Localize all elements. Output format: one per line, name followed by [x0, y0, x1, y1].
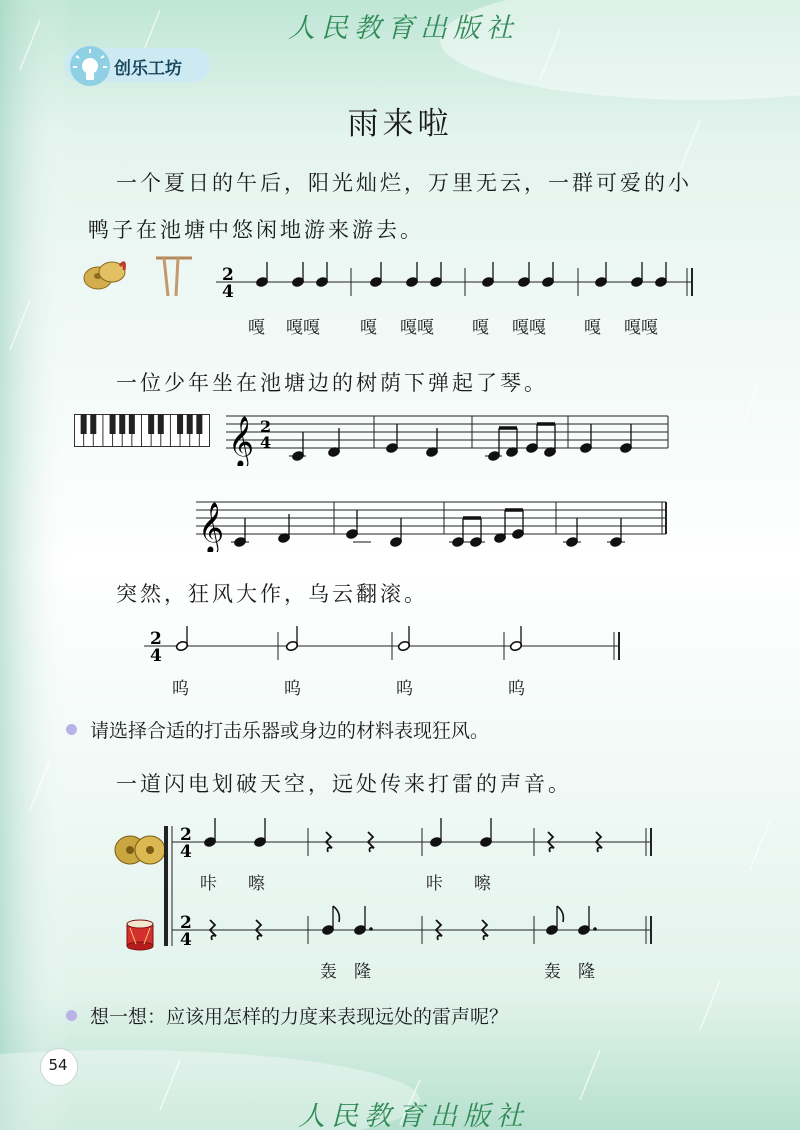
- treble-clef-2: 𝄞: [198, 502, 225, 552]
- story-paragraph-3: 突然，狂风大作，乌云翻滚。: [116, 582, 428, 606]
- duck-lyric-6: 嘎嘎: [512, 318, 546, 338]
- wind-lyric-3: 呜: [396, 679, 413, 699]
- cymbal-lyric-1: 咔: [200, 874, 217, 894]
- drum-time-top: 2: [180, 913, 192, 933]
- instruction-bullet-2: 想一想：应该用怎样的力度来表现远处的雷声呢？: [90, 1006, 509, 1028]
- bullet-dot-1: [66, 724, 77, 735]
- black-key: [119, 414, 125, 434]
- wind-time-top: 2: [150, 629, 162, 649]
- instruction-bullet-1: 请选择合适的打击乐器或身边的材料表现狂风。: [90, 720, 490, 742]
- wind-lyric-2: 呜: [284, 679, 301, 699]
- page-number: 54: [48, 1056, 68, 1074]
- staff-2-notes: [231, 510, 625, 548]
- drum-lyric-2: 隆: [354, 962, 371, 982]
- duck-notes: [255, 262, 667, 288]
- cymbal-notes: [203, 818, 602, 852]
- wind-rhythm-staff: [144, 626, 624, 676]
- piano-staff-1: [226, 406, 676, 466]
- treble-clef: 𝄞: [228, 416, 255, 466]
- drum-lyric-1: 轰: [320, 962, 337, 982]
- piano-time-bottom: 4: [260, 433, 272, 452]
- time-sig-bottom: 4: [222, 282, 234, 302]
- black-key: [110, 414, 116, 434]
- piano-time-top: 2: [260, 417, 272, 436]
- duck-lyric-7: 嘎: [584, 318, 601, 338]
- drum-lyric-4: 隆: [578, 962, 595, 982]
- augmentation-dot: [593, 927, 597, 931]
- note-flag: [557, 906, 563, 922]
- finger-cymbals-icon: [80, 252, 128, 298]
- black-key: [129, 414, 135, 434]
- drum-lyric-3: 轰: [544, 962, 561, 982]
- note-flag: [333, 906, 339, 922]
- wind-lyric-4: 呜: [508, 679, 525, 699]
- bullet-dot-2: [66, 1010, 77, 1021]
- black-key: [90, 414, 96, 434]
- black-key: [148, 414, 154, 434]
- black-key: [187, 414, 193, 434]
- augmentation-dot: [369, 927, 373, 931]
- page-title: 雨来啦: [347, 106, 453, 142]
- duck-rhythm-staff: [216, 262, 706, 312]
- wind-time-bottom: 4: [150, 646, 162, 666]
- piano-staff-2: [196, 492, 676, 552]
- wind-notes: [175, 626, 522, 652]
- publisher-footer: 人民教育出版社: [298, 1101, 529, 1132]
- drum-icon: [124, 918, 156, 952]
- duck-lyric-2: 嘎嘎: [286, 318, 320, 338]
- cymbal-lyric-4: 嚓: [474, 874, 491, 894]
- duck-lyric-5: 嘎: [472, 318, 489, 338]
- black-key: [177, 414, 183, 434]
- publisher-header: 人民教育出版社: [288, 13, 519, 44]
- duck-lyric-1: 嘎: [248, 318, 265, 338]
- staff-1-notes: [289, 424, 633, 462]
- story-paragraph-1-line-1: 一个夏日的午后，阳光灿烂，万里无云，一群可爱的小: [116, 171, 692, 195]
- duck-lyric-4: 嘎嘎: [400, 318, 434, 338]
- cymbal-lyric-3: 咔: [426, 874, 443, 894]
- section-badge-label: 创乐工坊: [114, 59, 182, 79]
- cymbal-time-top: 2: [180, 825, 192, 845]
- lightbulb-icon: [66, 43, 114, 89]
- black-key: [81, 414, 87, 434]
- story-paragraph-4: 一道闪电划破天空，远处传来打雷的声音。: [116, 772, 572, 796]
- thunder-score: [160, 818, 660, 958]
- time-sig-top: 2: [222, 265, 234, 285]
- duck-lyric-3: 嘎: [360, 318, 377, 338]
- cymbal-time-bottom: 4: [180, 842, 192, 862]
- story-paragraph-2: 一位少年坐在池塘边的树荫下弹起了琴。: [116, 371, 548, 395]
- black-key: [158, 414, 164, 434]
- drum-notes: [210, 906, 597, 940]
- keyboard-icon: [74, 414, 210, 448]
- duck-lyric-8: 嘎嘎: [624, 318, 658, 338]
- triangle-icon: [150, 254, 198, 300]
- wind-lyric-1: 呜: [172, 679, 189, 699]
- drum-time-bottom: 4: [180, 930, 192, 950]
- cymbal-lyric-2: 嚓: [248, 874, 265, 894]
- black-key: [196, 414, 202, 434]
- cymbals-icon: [114, 830, 166, 870]
- story-paragraph-1-line-2: 鸭子在池塘中悠闲地游来游去。: [88, 218, 424, 242]
